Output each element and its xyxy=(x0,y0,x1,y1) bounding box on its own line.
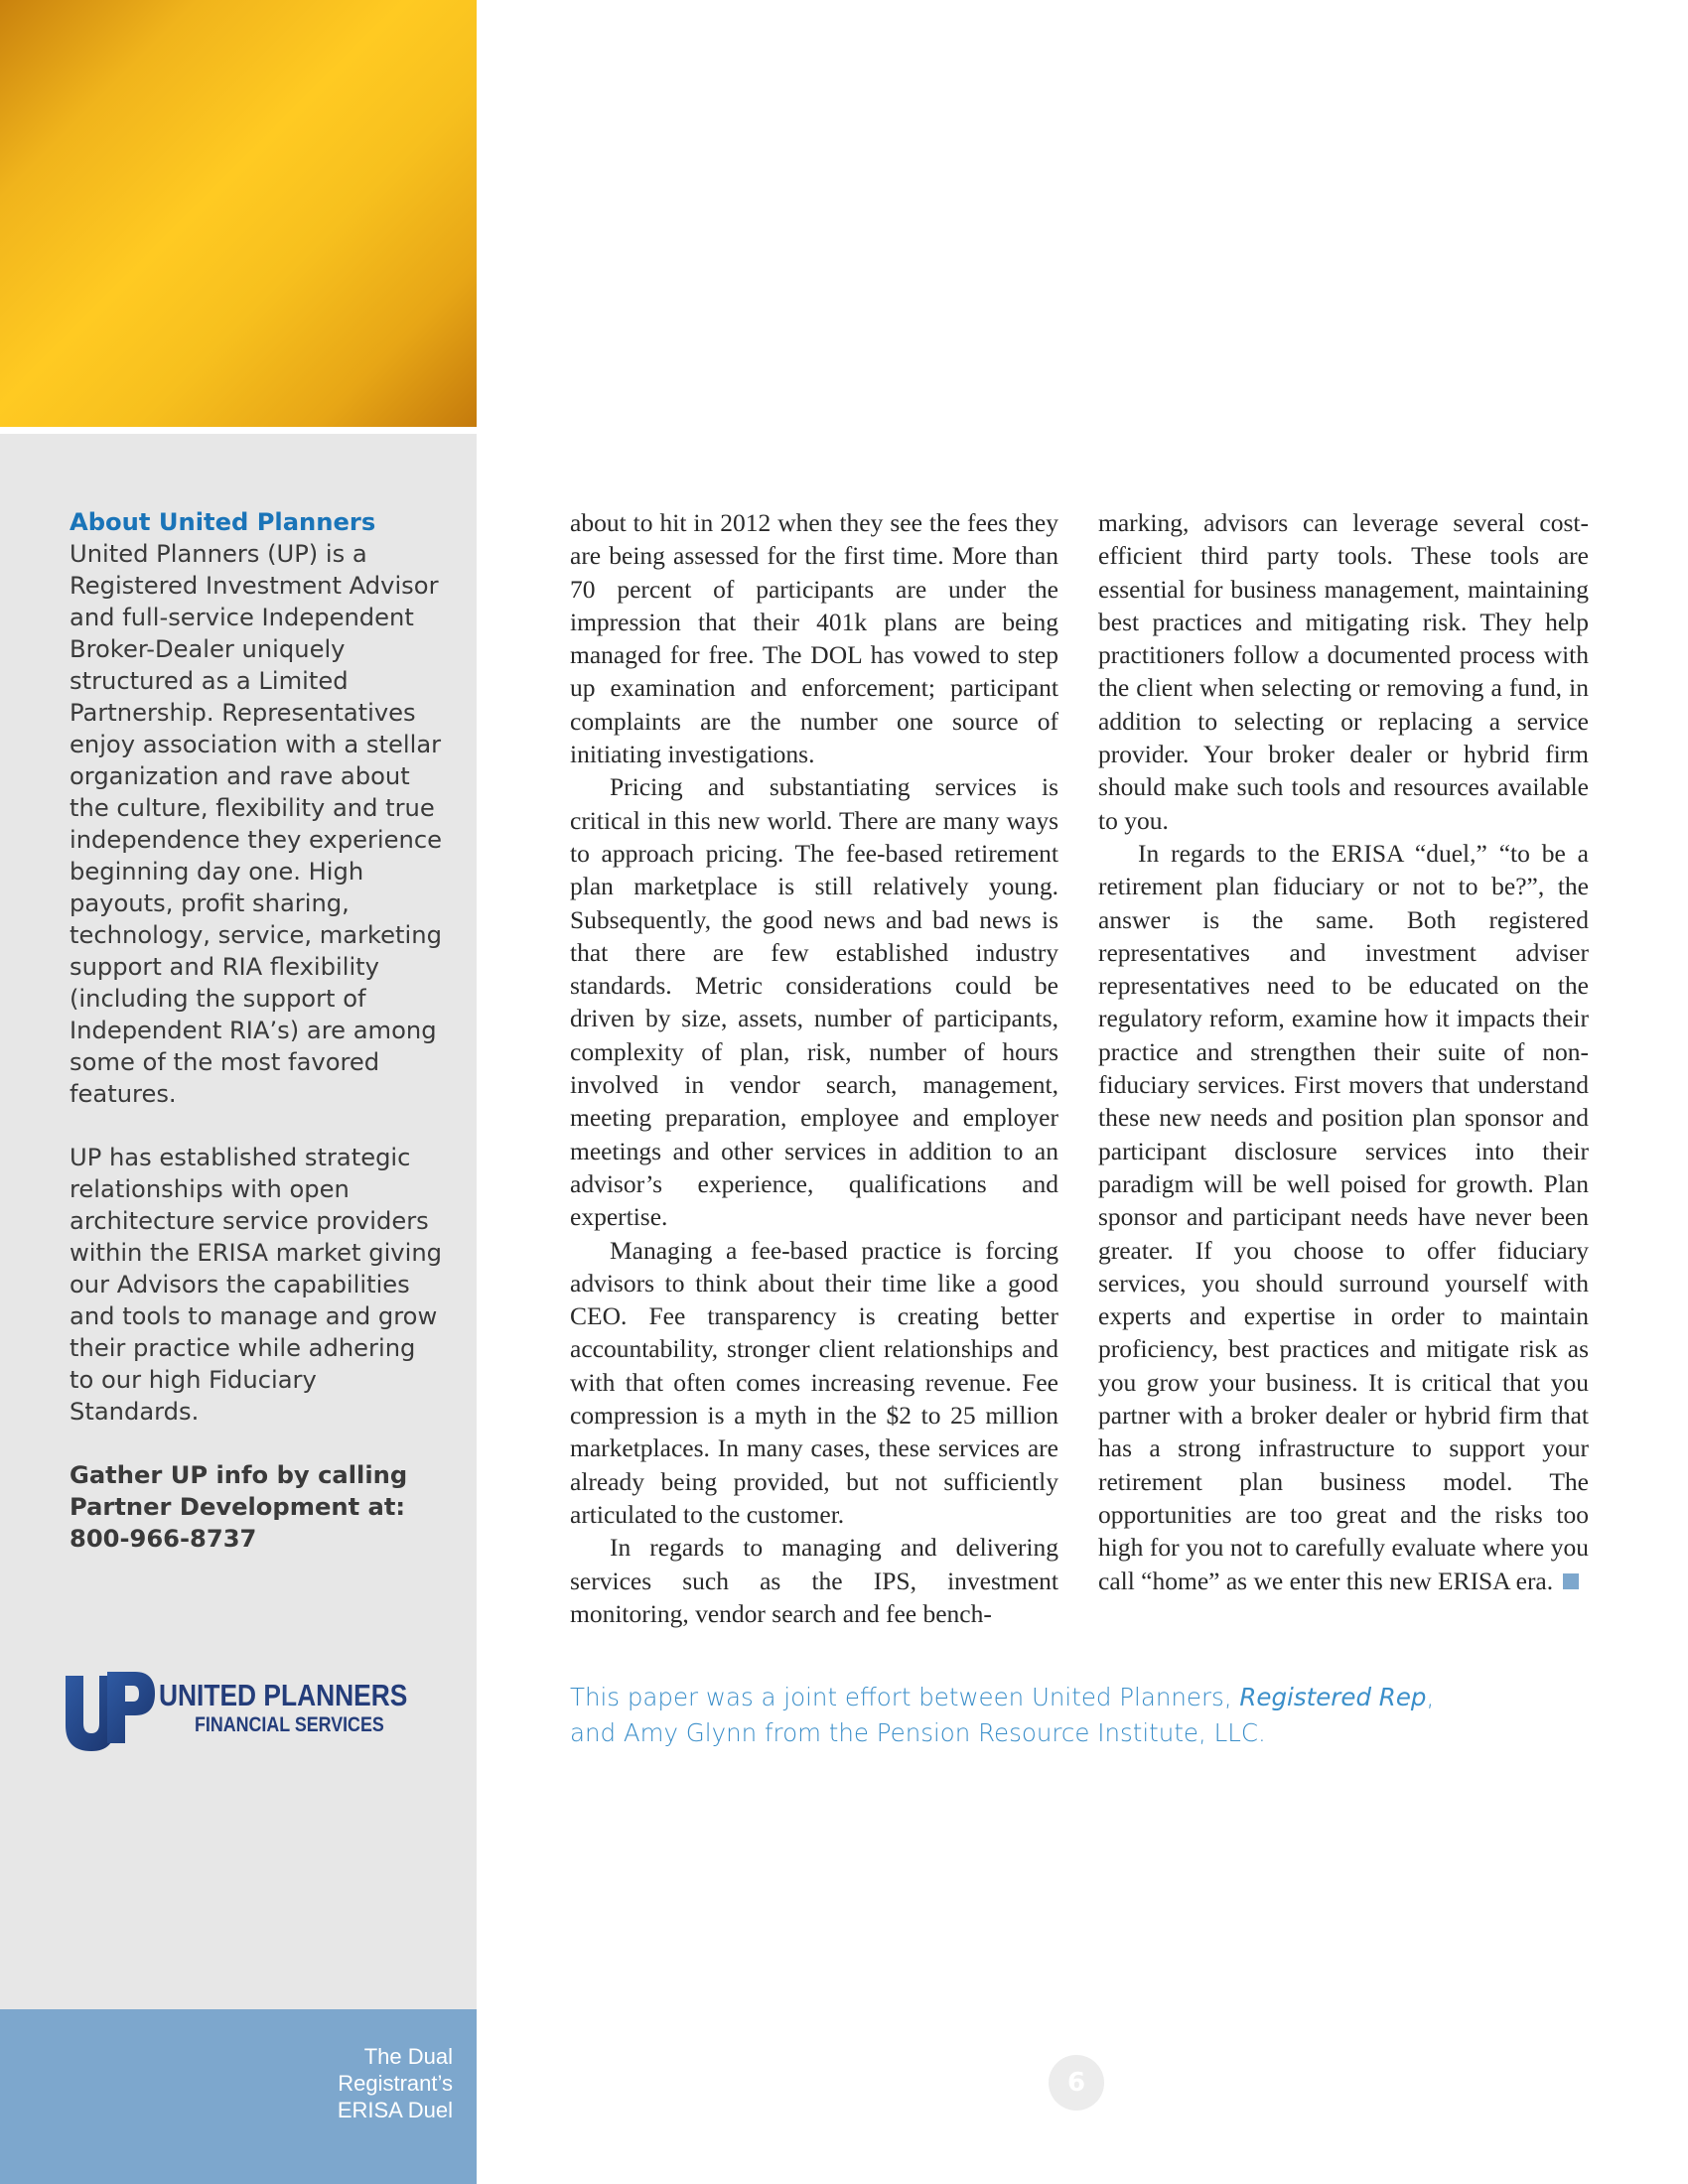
header-gold-block xyxy=(0,0,477,427)
col1-paragraph-1: about to hit in 2012 when they see the fees they are being assessed for the first time. More than 70 percent of participants are under the impression that their 401k plans are being managed for free. The DOL has vowed to step up examination and enforcement; participant complaints are the number one source of initiating investigations. xyxy=(570,508,1058,769)
contact-line-2: Partner Development at: xyxy=(70,1493,406,1521)
contact-line-1: Gather UP info by calling xyxy=(70,1461,408,1489)
col1-paragraph-2: Pricing and substantiating services is critical in this new world. There are many ways to approach pricing. The fee-based retirement plan marketplace is still relatively young. Subsequently, the good news and bad news is that there are few established industry standards. Metric considerations could be driven by size, assets, number of participants, complexity of plan, risk, number of hours involved in vendor search, management, meeting preparation, employee and employer meetings and other services in addition to an advisor’s experience, qualifications and expertise. xyxy=(570,772,1058,1232)
col1-paragraph-4: In regards to managing and delivering services such as the IPS, investment monitoring, vendor search and fee bench- xyxy=(570,1533,1058,1628)
about-section xyxy=(70,506,447,1555)
col2-paragraph-2 xyxy=(1098,837,1589,1597)
united-planners-logo xyxy=(62,1668,408,1757)
footer-title-line-2: Registrant’s xyxy=(338,2071,453,2096)
footer-title-line-1: The Dual xyxy=(363,2044,453,2069)
article-column-2 xyxy=(1098,506,1589,1597)
footer-title-line-3: ERISA Duel xyxy=(337,2098,453,2122)
phone-number: 800-966-8737 xyxy=(70,1525,257,1553)
end-mark-icon xyxy=(1563,1573,1579,1589)
credit-line-1 xyxy=(570,1680,1622,1715)
credit-publication: Registered Rep xyxy=(1239,1683,1427,1711)
page-number: 6 xyxy=(1049,2055,1104,2111)
credit-note xyxy=(570,1680,1622,1751)
about-paragraph-1: United Planners (UP) is a Registered Investment Advisor and full-service Independent Broker-Dealer uniquely structured as a Limited Partnership. Representatives enjoy association with a stellar organization and rave about the culture, flexibility and true independence they experience beginning day one. High payouts, profit sharing, technology, service, marketing support and RIA flexibility (including the support of Independent RIA’s) are among some of the most favored features. xyxy=(70,540,443,1108)
col2-paragraph-2-text: In regards to the ERISA “duel,” “to be a retirement plan fiduciary or not to be?”, the answer is the same. Both registered representatives and investment adviser representatives need to be educated on the regulatory reform, examine how it impacts their practice and strengthen their suite of non-fiduciary services. First movers that understand these new needs and position plan sponsor and participant disclosure services into their paradigm will be well poised for growth. Plan sponsor and participant needs have never been greater. If you choose to offer fiduciary services, you should surround yourself with experts and expertise in order to maintain proficiency, best practices and mitigate risk as you grow your business. It is critical that you partner with a broker dealer or hybrid firm that has a strong infrastructure to support your retirement plan business model. The opportunities are too great and the risks too high for you not to carefully evaluate where you call “home” as we enter this new ERISA era. xyxy=(1098,838,1589,1595)
footer-doc-title xyxy=(155,2043,453,2123)
logo-name: UNITED PLANNERS xyxy=(159,1678,408,1712)
credit-line-1-text: This paper was a joint effort between United Planners, xyxy=(570,1683,1240,1711)
up-logo-mark-icon xyxy=(62,1668,157,1755)
about-heading: About United Planners xyxy=(70,508,376,536)
footer-band xyxy=(0,2009,477,2184)
logo-subtitle: FINANCIAL SERVICES xyxy=(195,1713,384,1736)
credit-line-1-end: , xyxy=(1426,1683,1435,1711)
col2-paragraph-1: marking, advisors can leverage several cost-efficient third party tools. These tools are essential for business management, maintaining best practices and mitigating risk. They help practitioners follow a documented process with the client when selecting or removing a fund, in addition to selecting or replacing a service provider. Your broker dealer or hybrid firm should make such tools and resources available to you. xyxy=(1098,508,1589,835)
about-paragraph-2: UP has established strategic relationships with open architecture service providers within the ERISA market giving our Advisors the capabilities and tools to manage and grow their practice while adhering to our high Fiduciary Standards. xyxy=(70,1144,443,1426)
credit-line-2: and Amy Glynn from the Pension Resource Institute, LLC. xyxy=(570,1718,1266,1747)
article-column-1 xyxy=(570,506,1058,1630)
col1-paragraph-3: Managing a fee-based practice is forcing advisors to think about their time like a good CEO. Fee transparency is creating better accountability, stronger client relationships and with that often comes increasing revenue. Fee compression is a myth in the $2 to 25 million marketplaces. In many cases, these services are already being provided, but not sufficiently articulated to the customer. xyxy=(570,1235,1058,1529)
